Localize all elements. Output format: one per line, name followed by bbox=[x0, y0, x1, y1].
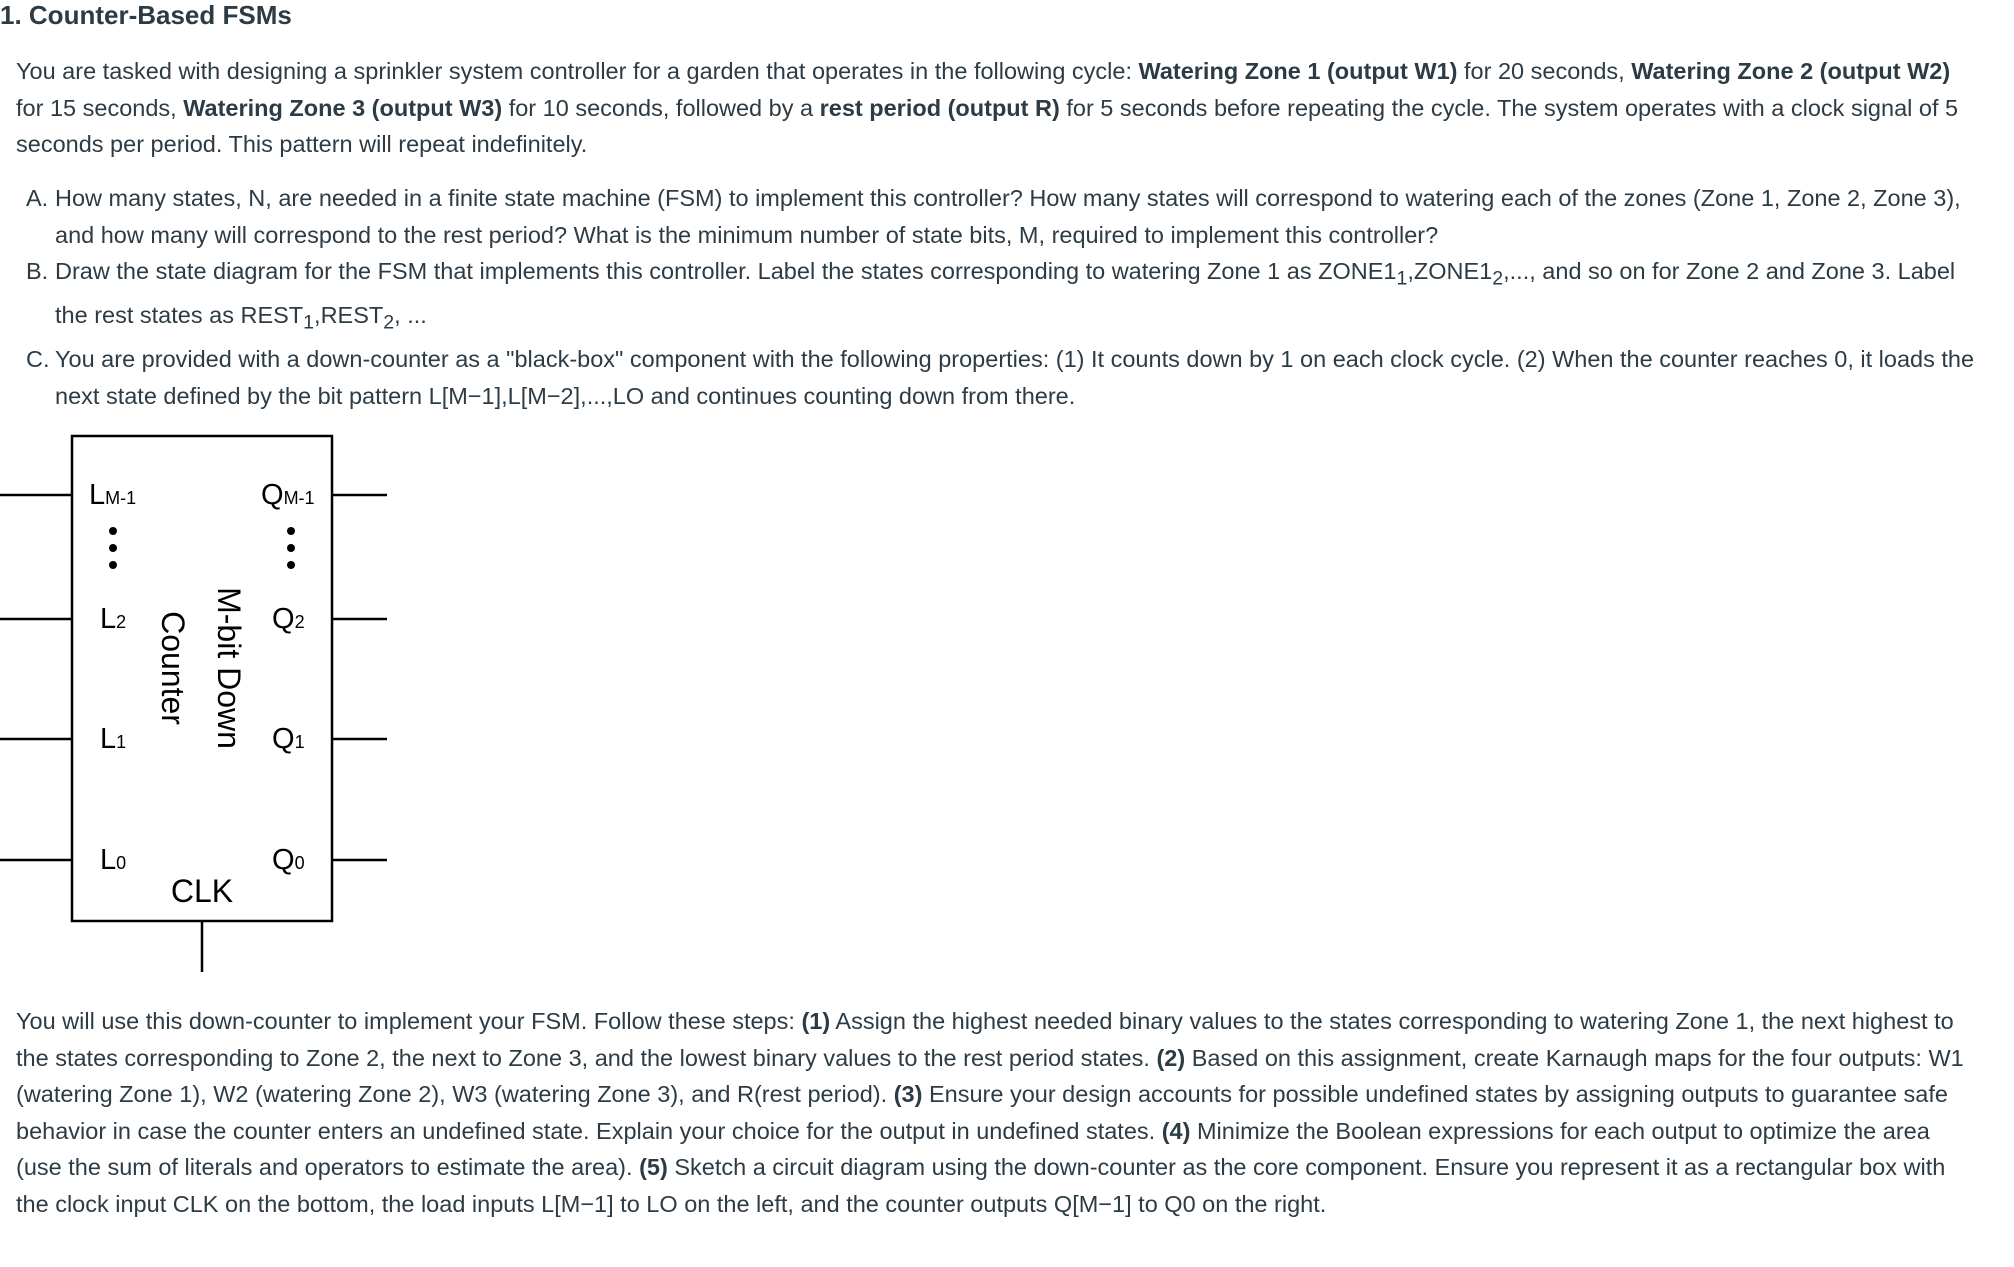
step-number: (2) bbox=[1156, 1044, 1186, 1071]
pin-label-l1: L1 bbox=[100, 723, 127, 755]
intro-text: for 15 seconds, bbox=[16, 94, 184, 121]
question-a bbox=[26, 180, 1986, 253]
question-text: You are provided with a down-counter as a "black-box" component with the following properties: (1) It counts down by 1 on each clock cycle. (2) When the counter reaches 0, it loads the next state defined by the bit pattern L[M−1],L[M−2],...,LO and continues counting down from there. bbox=[55, 346, 1975, 409]
clk-label: CLK bbox=[170, 873, 234, 909]
pin-label-l-m1: LM-1 bbox=[89, 479, 137, 511]
subscript: 2 bbox=[1492, 267, 1504, 290]
ellipsis-dot bbox=[287, 561, 295, 569]
question-text-part: ,ZONE1 bbox=[1407, 258, 1493, 284]
question-text-part: ,..., and so on for Zone 2 and Zone 3. Label the rest states as REST bbox=[55, 258, 1956, 329]
counter-name-line1: M-bit Down bbox=[211, 587, 247, 749]
pin-label-q0: Q0 bbox=[272, 844, 305, 876]
intro-bold-zone3: Watering Zone 3 (output W3) bbox=[183, 94, 503, 121]
intro-text: for 5 seconds before repeating the cycle. The system operates with a clock signal of 5 seconds per period. This pattern will repeat indefinitely. bbox=[16, 94, 1959, 157]
step-number: (5) bbox=[639, 1154, 668, 1180]
step-number: (1) bbox=[801, 1008, 831, 1034]
question-list bbox=[26, 180, 1986, 414]
question-text bbox=[55, 253, 1986, 341]
question-text-part: ,REST bbox=[314, 302, 384, 329]
pin-label-l0: L0 bbox=[100, 844, 127, 876]
ellipsis-dot bbox=[109, 544, 117, 552]
intro-bold-zone2: Watering Zone 2 (output W2) bbox=[1631, 58, 1951, 84]
instructions-text: Assign the highest needed binary values to the states corresponding to watering Zone 1, the next highest to the states corresponding to Zone 2, the next to Zone 3, and the lowest binary values to the rest period states. bbox=[16, 1008, 1954, 1071]
step-number: (3) bbox=[893, 1081, 923, 1107]
question-label: B. bbox=[26, 258, 49, 284]
question-label: C. bbox=[26, 346, 50, 373]
section-title: 1. Counter-Based FSMs bbox=[0, 0, 292, 30]
instructions-text: Sketch a circuit diagram using the down-counter as the core component. Ensure you represent it as a rectangular box with the clock input CLK on the bottom, the load inputs L[M−1] to LO on the left, and the counter outputs Q[M−1] to Q0 on the right. bbox=[16, 1154, 1946, 1217]
counter-name-line2: Counter bbox=[155, 611, 191, 725]
intro-text: for 20 seconds, bbox=[1457, 58, 1632, 84]
intro-paragraph bbox=[16, 53, 1976, 163]
question-c bbox=[26, 341, 1986, 414]
counter-diagram bbox=[0, 426, 400, 978]
question-b bbox=[26, 253, 1986, 341]
ellipsis-dot bbox=[109, 561, 117, 569]
pin-label-q-m1: QM-1 bbox=[261, 479, 315, 511]
ellipsis-dot bbox=[109, 527, 117, 535]
pin-label-q2: Q2 bbox=[272, 603, 305, 635]
intro-text: You are tasked with designing a sprinkler system controller for a garden that operates in the following cycle: bbox=[16, 58, 1139, 84]
instructions-text: Minimize the Boolean expressions for each output to optimize the area (use the sum of literals and operators to estimate the area). bbox=[16, 1117, 1930, 1180]
intro-bold-zone1: Watering Zone 1 (output W1) bbox=[1138, 58, 1458, 84]
subscript: 1 bbox=[303, 311, 315, 334]
instructions-paragraph bbox=[16, 1003, 1976, 1222]
ellipsis-dot bbox=[287, 527, 295, 535]
pin-label-q1: Q1 bbox=[272, 723, 305, 755]
pin-label-l2: L2 bbox=[100, 603, 127, 635]
question-text: How many states, N, are needed in a finite state machine (FSM) to implement this controller? How many states will correspond to watering each of the zones (Zone 1, Zone 2, Zone 3), and how many will correspond to the rest period? What is the minimum number of state bits, M, required to implement this controller? bbox=[55, 185, 1961, 248]
subscript: 2 bbox=[383, 311, 395, 334]
intro-text: for 10 seconds, followed by a bbox=[502, 94, 820, 121]
question-text-part: Draw the state diagram for the FSM that implements this controller. Label the states corresponding to watering Zone 1 as ZONE1 bbox=[55, 258, 1397, 284]
question-label: A. bbox=[26, 185, 49, 211]
instructions-text: Based on this assignment, create Karnaugh maps for the four outputs: W1 (watering Zone 1), W2 (watering Zone 2), W3 (watering Zone 3), and R(rest period). bbox=[16, 1044, 1964, 1107]
instructions-text: Ensure your design accounts for possible undefined states by assigning outputs to guarantee safe behavior in case the counter enters an undefined state. Explain your choice for the output in undefined states. bbox=[16, 1081, 1948, 1144]
question-text-part: , ... bbox=[394, 302, 427, 329]
instructions-text: You will use this down-counter to implement your FSM. Follow these steps: bbox=[16, 1008, 802, 1034]
step-number: (4) bbox=[1161, 1117, 1191, 1144]
subscript: 1 bbox=[1396, 267, 1408, 290]
ellipsis-dot bbox=[287, 544, 295, 552]
intro-bold-rest: rest period (output R) bbox=[819, 94, 1060, 121]
